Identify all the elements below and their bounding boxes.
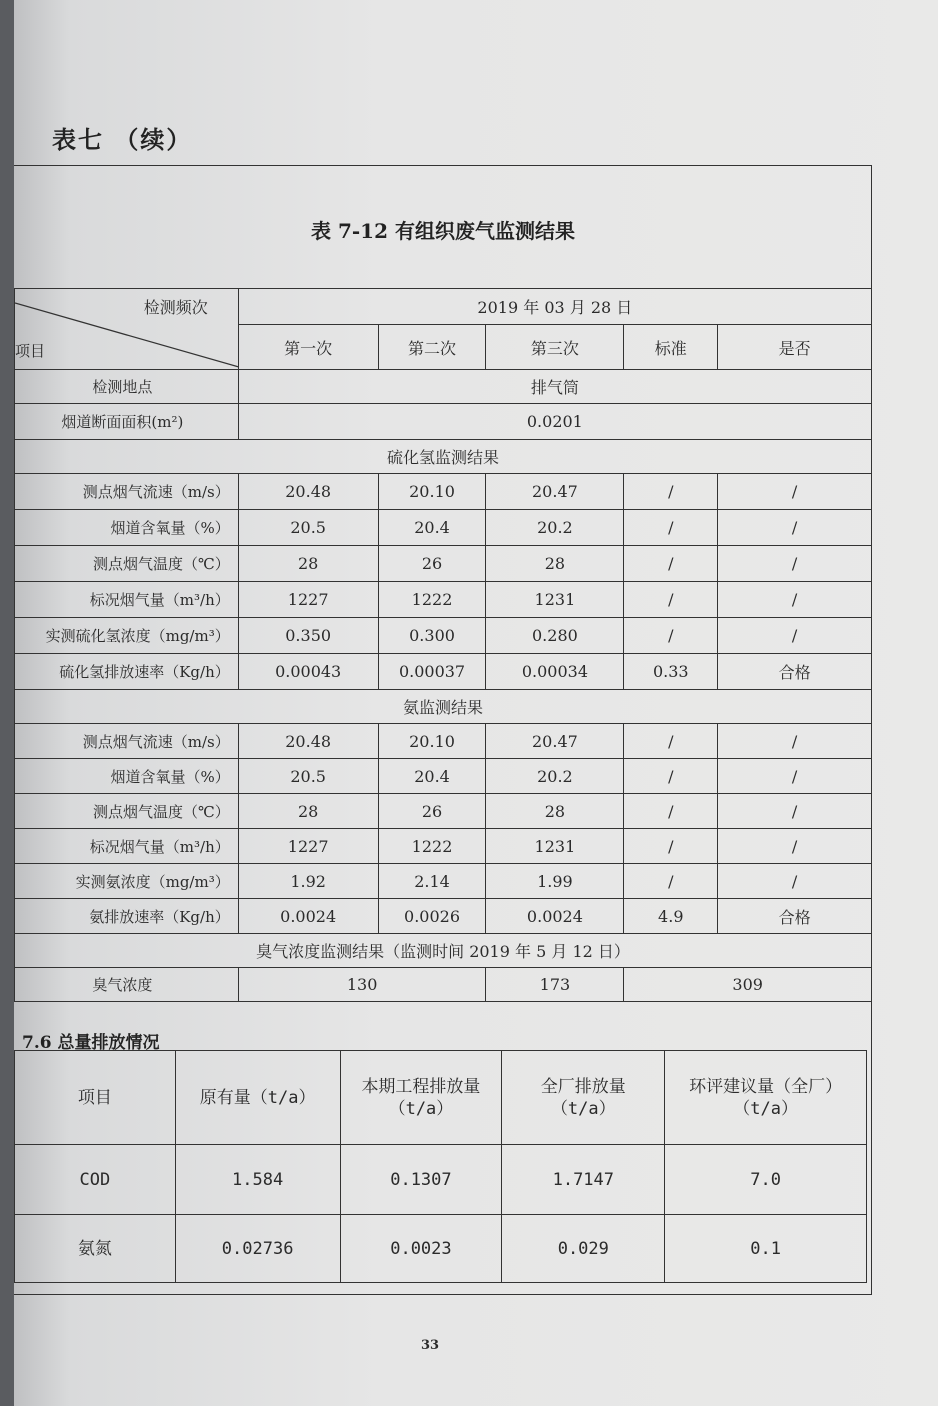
- table-row: [15, 546, 872, 582]
- cell: 26: [378, 794, 486, 829]
- cell: 0.00043: [238, 654, 378, 690]
- cell: 26: [378, 546, 486, 582]
- cell: 20.5: [238, 759, 378, 794]
- cell: /: [624, 474, 718, 510]
- cell: /: [624, 618, 718, 654]
- cell: /: [624, 582, 718, 618]
- cell: 1227: [238, 829, 378, 864]
- row-label: 实测硫化氢浓度（mg/m³）: [15, 618, 239, 654]
- cell: 28: [486, 546, 624, 582]
- section-title: 7.6 总量排放情况: [22, 1033, 160, 1053]
- cell: 20.10: [378, 474, 486, 510]
- cell: /: [624, 510, 718, 546]
- area-label: 烟道断面面积(m²): [15, 404, 239, 440]
- cell: 0.1307: [340, 1145, 502, 1215]
- col-standard: 标准: [624, 325, 718, 370]
- cell: 2.14: [378, 864, 486, 899]
- table-header-row: [15, 1051, 867, 1145]
- cell: /: [718, 510, 872, 546]
- monitoring-results-table: [14, 288, 872, 1002]
- row-label: 标况烟气量（m³/h）: [15, 582, 239, 618]
- cell: /: [718, 618, 872, 654]
- cell: /: [718, 546, 872, 582]
- location-value: 排气筒: [238, 370, 871, 404]
- cell: 0.029: [502, 1215, 665, 1283]
- cell: 合格: [718, 899, 872, 934]
- cell: /: [624, 546, 718, 582]
- cell: 20.48: [238, 474, 378, 510]
- cell: 4.9: [624, 899, 718, 934]
- location-label: 检测地点: [15, 370, 239, 404]
- col-third: 第三次: [486, 325, 624, 370]
- cell: 0.300: [378, 618, 486, 654]
- table-row: [15, 618, 872, 654]
- cell: 1222: [378, 582, 486, 618]
- cell: 20.48: [238, 724, 378, 759]
- row-label: 烟道含氧量（%）: [15, 759, 239, 794]
- cell: 0.0024: [486, 899, 624, 934]
- cell: 20.10: [378, 724, 486, 759]
- cell: 20.2: [486, 759, 624, 794]
- cell: 1.92: [238, 864, 378, 899]
- nh3-section-title: 氨监测结果: [15, 690, 872, 724]
- cell: 合格: [718, 654, 872, 690]
- cell: 173: [486, 968, 624, 1002]
- cell: 20.4: [378, 510, 486, 546]
- cell: /: [624, 724, 718, 759]
- cell: /: [624, 829, 718, 864]
- header-cell: 全厂排放量（t/a）: [502, 1051, 665, 1145]
- cell: 0.00034: [486, 654, 624, 690]
- table-row: [15, 582, 872, 618]
- cell: /: [718, 794, 872, 829]
- cell: 0.02736: [175, 1215, 340, 1283]
- table-row: [15, 899, 872, 934]
- cell: 20.5: [238, 510, 378, 546]
- row-label: 烟道含氧量（%）: [15, 510, 239, 546]
- cell: 28: [486, 794, 624, 829]
- cell: 0.0023: [340, 1215, 502, 1283]
- cell: 20.4: [378, 759, 486, 794]
- cell: 1.99: [486, 864, 624, 899]
- cell: 28: [238, 794, 378, 829]
- table-row: [15, 510, 872, 546]
- cell: 1227: [238, 582, 378, 618]
- cell: 0.350: [238, 618, 378, 654]
- cell: 0.33: [624, 654, 718, 690]
- table-row: [15, 1215, 867, 1283]
- cell: 0.00037: [378, 654, 486, 690]
- cell: 1231: [486, 582, 624, 618]
- cell: /: [624, 794, 718, 829]
- cell: 1.7147: [502, 1145, 665, 1215]
- header-cell: 环评建议量（全厂）（t/a）: [665, 1051, 867, 1145]
- col-second: 第二次: [378, 325, 486, 370]
- cell: 0.0026: [378, 899, 486, 934]
- date-header: 2019 年 03 月 28 日: [238, 289, 871, 325]
- cell: COD: [15, 1145, 176, 1215]
- cell: 1231: [486, 829, 624, 864]
- cell: 1.584: [175, 1145, 340, 1215]
- table-row: [15, 474, 872, 510]
- table-row: [15, 1145, 867, 1215]
- h2s-section-title: 硫化氢监测结果: [15, 440, 872, 474]
- cell: /: [624, 864, 718, 899]
- cell: 20.47: [486, 724, 624, 759]
- row-label: 实测氨浓度（mg/m³）: [15, 864, 239, 899]
- row-label: 硫化氢排放速率（Kg/h）: [15, 654, 239, 690]
- table-row: [15, 654, 872, 690]
- area-value: 0.0201: [238, 404, 871, 440]
- table-title: 表 7-12 有组织废气监测结果: [311, 219, 575, 243]
- row-label: 测点烟气温度（℃）: [15, 794, 239, 829]
- cell: /: [718, 474, 872, 510]
- cell: /: [718, 829, 872, 864]
- row-label: 测点烟气流速（m/s）: [15, 724, 239, 759]
- cell: /: [718, 582, 872, 618]
- row-label: 测点烟气流速（m/s）: [15, 474, 239, 510]
- page-heading: 表七 （续）: [52, 125, 193, 154]
- cell: 0.1: [665, 1215, 867, 1283]
- header-cell: 本期工程排放量（t/a）: [340, 1051, 502, 1145]
- diagonal-header-cell: [15, 289, 239, 370]
- item-header: 项目: [15, 342, 46, 360]
- cell: 0.0024: [238, 899, 378, 934]
- cell: 20.47: [486, 474, 624, 510]
- header-cell: 项目: [15, 1051, 176, 1145]
- odor-section-title: 臭气浓度监测结果（监测时间 2019 年 5 月 12 日）: [15, 934, 872, 968]
- table-row: [15, 794, 872, 829]
- row-label: 氨排放速率（Kg/h）: [15, 899, 239, 934]
- page-number: 33: [420, 1338, 440, 1353]
- frequency-header: 检测频次: [143, 298, 208, 317]
- cell: 氨氮: [15, 1215, 176, 1283]
- table-row: [15, 829, 872, 864]
- cell: 1222: [378, 829, 486, 864]
- col-compliance: 是否: [718, 325, 872, 370]
- row-label: 测点烟气温度（℃）: [15, 546, 239, 582]
- cell: 7.0: [665, 1145, 867, 1215]
- odor-label: 臭气浓度: [15, 968, 239, 1002]
- cell: 0.280: [486, 618, 624, 654]
- header-cell: 原有量（t/a）: [175, 1051, 340, 1145]
- cell: 20.2: [486, 510, 624, 546]
- table-row: [15, 968, 872, 1002]
- cell: /: [718, 759, 872, 794]
- cell: 28: [238, 546, 378, 582]
- table-row: [15, 724, 872, 759]
- total-emission-table: [14, 1050, 867, 1283]
- table-row: [15, 864, 872, 899]
- cell: /: [718, 724, 872, 759]
- cell: 130: [238, 968, 486, 1002]
- cell: /: [718, 864, 872, 899]
- col-first: 第一次: [238, 325, 378, 370]
- cell: /: [624, 759, 718, 794]
- cell: 309: [624, 968, 872, 1002]
- table-row: [15, 759, 872, 794]
- row-label: 标况烟气量（m³/h）: [15, 829, 239, 864]
